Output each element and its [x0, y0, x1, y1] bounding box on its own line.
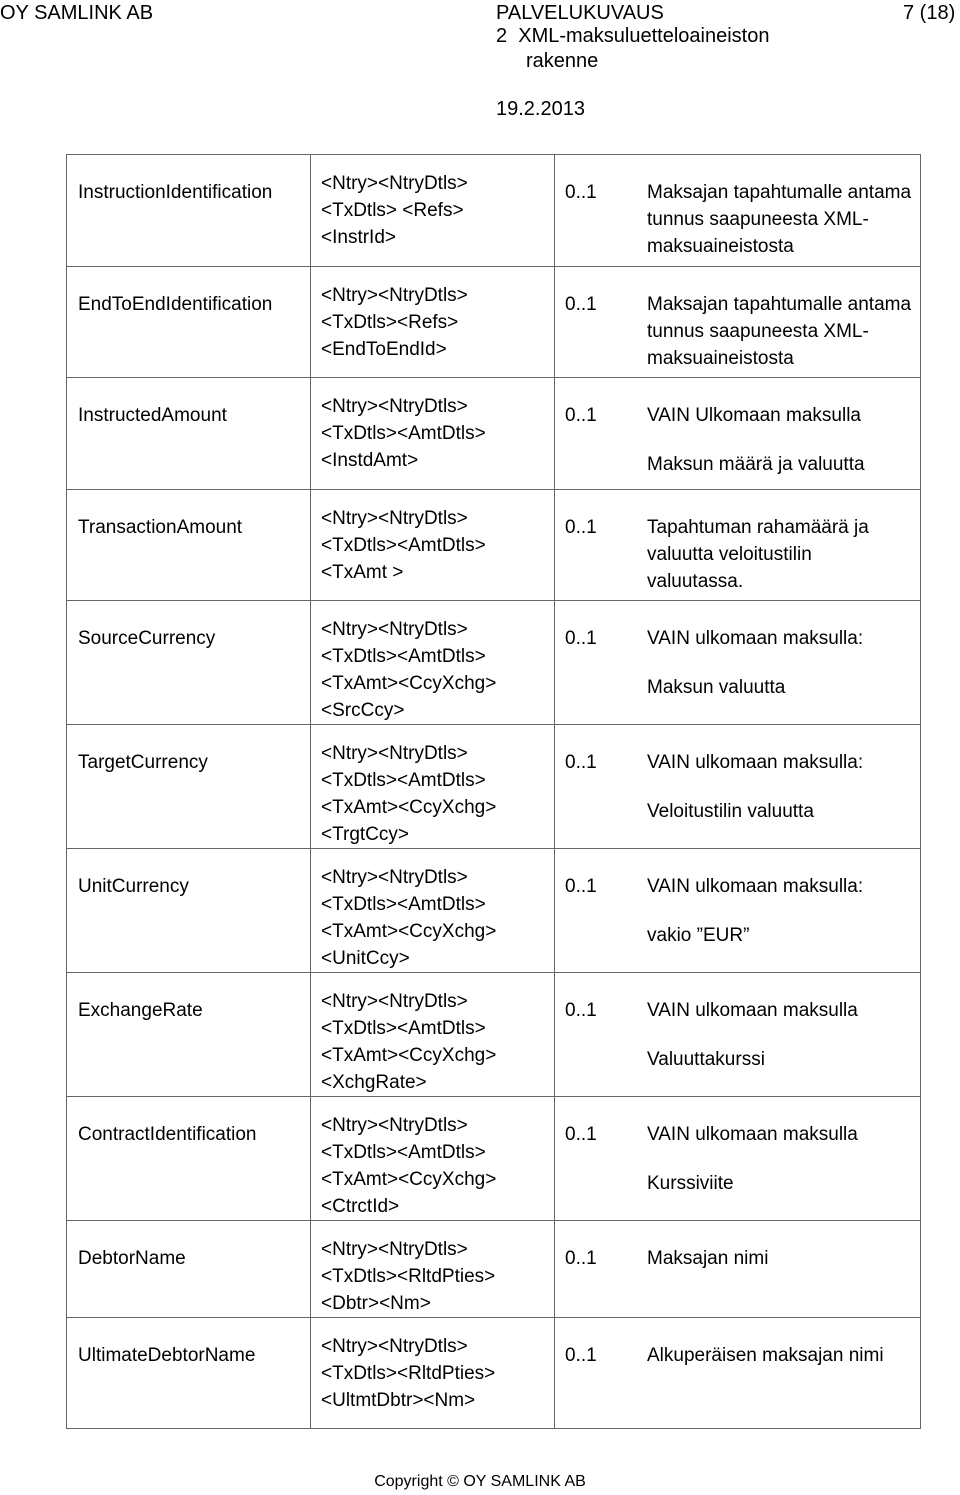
description: [647, 873, 920, 949]
description-cell: [555, 725, 921, 849]
description-cell: [555, 1318, 921, 1429]
table-row: [67, 1318, 921, 1429]
description-text: VAIN ulkomaan maksulla:: [647, 628, 864, 649]
element-name: TargetCurrency: [78, 752, 208, 773]
cardinality: 0..1: [565, 405, 597, 426]
xml-path-cell: [311, 1318, 555, 1429]
cardinality: 0..1: [565, 182, 597, 203]
description-cell: [555, 601, 921, 725]
description-cell: [555, 155, 921, 267]
description-text: VAIN Ulkomaan maksulla: [647, 405, 862, 426]
xml-path: <Ntry><NtryDtls> <TxDtls> <Refs> <InstrId>: [321, 173, 468, 248]
element-name: InstructionIdentification: [78, 182, 273, 203]
description-cell: [555, 1221, 921, 1318]
table-row: [67, 725, 921, 849]
element-name-cell: [67, 155, 311, 267]
table-row: [67, 849, 921, 973]
cardinality: 0..1: [565, 628, 597, 649]
description: [647, 1245, 920, 1272]
description-detail: Maksun määrä ja valuutta: [647, 454, 865, 475]
element-name-cell: [67, 378, 311, 490]
description-text: Maksajan tapahtumalle antama tunnus saapuneesta XML-maksuaineistosta: [647, 182, 912, 257]
element-name-cell: [67, 267, 311, 378]
element-name: InstructedAmount: [78, 405, 227, 426]
element-name-cell: [67, 601, 311, 725]
description-text: Maksajan nimi: [647, 1248, 769, 1269]
element-name-cell: [67, 849, 311, 973]
page-number: 7 (18): [903, 2, 956, 24]
element-name: ContractIdentification: [78, 1124, 257, 1145]
description-cell: [555, 849, 921, 973]
xml-path-cell: [311, 725, 555, 849]
description-detail: Veloitustilin valuutta: [647, 801, 814, 822]
xml-path: <Ntry><NtryDtls> <TxDtls><AmtDtls> <TxAmt >: [321, 508, 486, 583]
cardinality: 0..1: [565, 1000, 597, 1021]
element-table: [66, 154, 921, 1429]
table-row: [67, 973, 921, 1097]
xml-path-cell: [311, 1221, 555, 1318]
section-title: 2 XML-maksuluetteloaineiston: [496, 25, 770, 47]
description-cell: [555, 378, 921, 490]
description-text: VAIN ulkomaan maksulla: [647, 1124, 858, 1145]
description-detail: Maksun valuutta: [647, 677, 786, 698]
element-name: DebtorName: [78, 1248, 186, 1269]
description: [647, 179, 920, 260]
description-text: Alkuperäisen maksajan nimi: [647, 1345, 884, 1366]
xml-path: <Ntry><NtryDtls> <TxDtls><AmtDtls> <InstdAmt>: [321, 396, 486, 471]
xml-path-cell: [311, 490, 555, 601]
table-row: [67, 1097, 921, 1221]
element-name-cell: [67, 725, 311, 849]
section-title-continuation: rakenne: [526, 50, 599, 72]
xml-path: <Ntry><NtryDtls> <TxDtls><RltdPties> <UltmtDbtr><Nm>: [321, 1336, 496, 1411]
cardinality: 0..1: [565, 1248, 597, 1269]
description-detail: Valuuttakurssi: [647, 1049, 765, 1070]
table-row: [67, 155, 921, 267]
element-name: SourceCurrency: [78, 628, 216, 649]
description: [647, 625, 920, 701]
element-name: UltimateDebtorName: [78, 1345, 256, 1366]
cardinality: 0..1: [565, 1124, 597, 1145]
description: [647, 514, 920, 595]
element-name-cell: [67, 1221, 311, 1318]
xml-path-cell: [311, 155, 555, 267]
description-detail: Kurssiviite: [647, 1173, 734, 1194]
description: [647, 997, 920, 1073]
description-text: VAIN ulkomaan maksulla:: [647, 876, 864, 897]
element-name-cell: [67, 973, 311, 1097]
company-name: OY SAMLINK AB: [0, 2, 154, 24]
element-table-body: [67, 155, 921, 1429]
document-date: 19.2.2013: [496, 98, 585, 120]
description-cell: [555, 1097, 921, 1221]
xml-path: <Ntry><NtryDtls> <TxDtls><RltdPties> <Dbtr><Nm>: [321, 1239, 496, 1314]
table-row: [67, 267, 921, 378]
description-cell: [555, 973, 921, 1097]
description-cell: [555, 267, 921, 378]
table-row: [67, 378, 921, 490]
description-cell: [555, 490, 921, 601]
xml-path-cell: [311, 1097, 555, 1221]
xml-path-cell: [311, 378, 555, 490]
xml-path-cell: [311, 973, 555, 1097]
description: [647, 749, 920, 825]
xml-path-cell: [311, 849, 555, 973]
description-detail: vakio ”EUR”: [647, 925, 750, 946]
element-name: EndToEndIdentification: [78, 294, 273, 315]
cardinality: 0..1: [565, 517, 597, 538]
document-title: PALVELUKUVAUS: [496, 2, 664, 24]
xml-path-cell: [311, 267, 555, 378]
description-text: Maksajan tapahtumalle antama tunnus saapuneesta XML-maksuaineistosta: [647, 294, 912, 369]
copyright-footer: Copyright © OY SAMLINK AB: [374, 1473, 586, 1490]
element-name-cell: [67, 1097, 311, 1221]
xml-path: <Ntry><NtryDtls> <TxDtls><Refs> <EndToEndId>: [321, 285, 468, 360]
cardinality: 0..1: [565, 876, 597, 897]
cardinality: 0..1: [565, 1345, 597, 1366]
description-text: VAIN ulkomaan maksulla:: [647, 752, 864, 773]
element-name-cell: [67, 1318, 311, 1429]
xml-path: <Ntry><NtryDtls> <TxDtls><AmtDtls> <TxAmt><CcyXchg> <XchgRate>: [321, 991, 497, 1093]
xml-path-cell: [311, 601, 555, 725]
table-row: [67, 1221, 921, 1318]
element-name: ExchangeRate: [78, 1000, 203, 1021]
description: [647, 291, 920, 372]
table-row: [67, 490, 921, 601]
description-text: Tapahtuman rahamäärä ja valuutta veloitustilin valuutassa.: [647, 517, 869, 592]
element-name: UnitCurrency: [78, 876, 189, 897]
table-row: [67, 601, 921, 725]
xml-path: <Ntry><NtryDtls> <TxDtls><AmtDtls> <TxAmt><CcyXchg> <CtrctId>: [321, 1115, 497, 1217]
description-text: VAIN ulkomaan maksulla: [647, 1000, 858, 1021]
element-name: TransactionAmount: [78, 517, 243, 538]
xml-path: <Ntry><NtryDtls> <TxDtls><AmtDtls> <TxAmt><CcyXchg> <UnitCcy>: [321, 867, 497, 969]
description: [647, 1121, 920, 1197]
description: [647, 402, 920, 478]
cardinality: 0..1: [565, 752, 597, 773]
xml-path: <Ntry><NtryDtls> <TxDtls><AmtDtls> <TxAmt><CcyXchg> <TrgtCcy>: [321, 743, 497, 845]
xml-path: <Ntry><NtryDtls> <TxDtls><AmtDtls> <TxAmt><CcyXchg> <SrcCcy>: [321, 619, 497, 721]
element-name-cell: [67, 490, 311, 601]
description: [647, 1342, 920, 1369]
cardinality: 0..1: [565, 294, 597, 315]
